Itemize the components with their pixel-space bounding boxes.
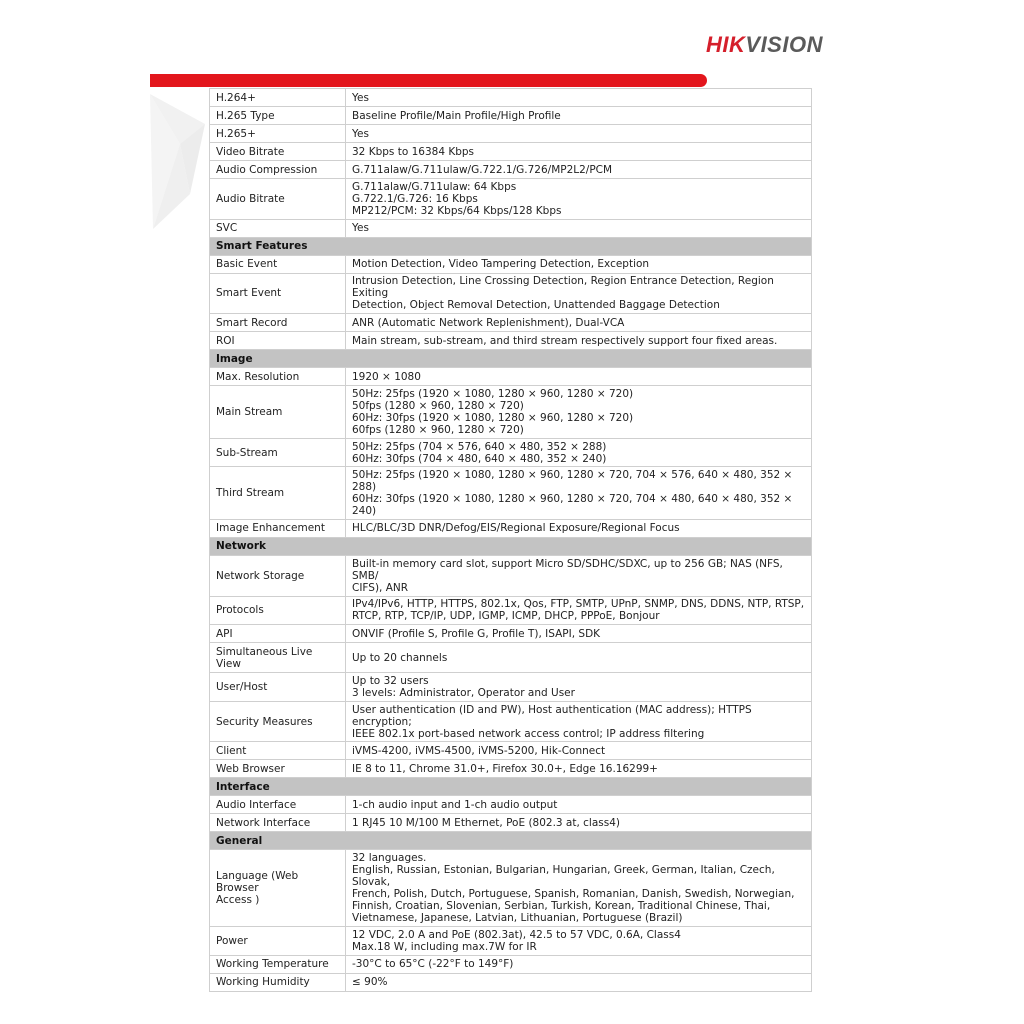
spec-label: Protocols: [210, 596, 346, 625]
spec-label: Basic Event: [210, 255, 346, 273]
spec-row: [210, 332, 812, 350]
spec-row: [210, 255, 812, 273]
spec-row: [210, 596, 812, 625]
spec-row: [210, 796, 812, 814]
spec-label: Network Interface: [210, 814, 346, 832]
spec-value: G.711alaw/G.711ulaw: 64 Kbps G.722.1/G.726: 16 Kbps MP212/PCM: 32 Kbps/64 Kbps/128 Kbps: [346, 179, 812, 220]
spec-value: IPv4/IPv6, HTTP, HTTPS, 802.1x, Qos, FTP, SMTP, UPnP, SNMP, DNS, DDNS, NTP, RTSP, RTCP, RTP, TCP/IP, UDP, IGMP, ICMP, DHCP, PPPoE, Bonjour: [346, 596, 812, 625]
spec-label: Web Browser: [210, 760, 346, 778]
spec-value: 50Hz: 25fps (1920 × 1080, 1280 × 960, 1280 × 720) 50fps (1280 × 960, 1280 × 720) 60Hz: 30fps (1920 × 1080, 1280 × 960, 1280 × 720) 60fps (1280 × 960, 1280 × 720): [346, 386, 812, 439]
spec-label: Image Enhancement: [210, 519, 346, 537]
spec-value: -30°C to 65°C (-22°F to 149°F): [346, 955, 812, 973]
section-title: Network: [210, 537, 812, 555]
spec-value: IE 8 to 11, Chrome 31.0+, Firefox 30.0+, Edge 16.16299+: [346, 760, 812, 778]
spec-value: Baseline Profile/Main Profile/High Profile: [346, 107, 812, 125]
specification-table: [209, 88, 812, 992]
spec-row: [210, 179, 812, 220]
spec-value: Up to 20 channels: [346, 643, 812, 673]
hikvision-logo: [706, 32, 846, 62]
spec-label: Max. Resolution: [210, 368, 346, 386]
spec-row: [210, 107, 812, 125]
spec-label: Smart Event: [210, 273, 346, 314]
section-header-row: [210, 237, 812, 255]
logo-red-part: HIK: [706, 32, 746, 57]
spec-label: Sub-Stream: [210, 438, 346, 467]
spec-label: Working Temperature: [210, 955, 346, 973]
spec-label: Power: [210, 926, 346, 955]
spec-value: Yes: [346, 89, 812, 107]
header-accent-bar: [150, 74, 707, 87]
spec-label: ROI: [210, 332, 346, 350]
spec-value: 32 Kbps to 16384 Kbps: [346, 143, 812, 161]
spec-row: [210, 219, 812, 237]
section-title: General: [210, 832, 812, 850]
section-header-row: [210, 537, 812, 555]
spec-value: Intrusion Detection, Line Crossing Detection, Region Entrance Detection, Region Exiting Detection, Object Removal Detection, Unattended Baggage Detection: [346, 273, 812, 314]
spec-row: [210, 926, 812, 955]
spec-row: [210, 955, 812, 973]
spec-value: ≤ 90%: [346, 973, 812, 991]
spec-value: Motion Detection, Video Tampering Detection, Exception: [346, 255, 812, 273]
spec-value: 1920 × 1080: [346, 368, 812, 386]
section-header-row: [210, 350, 812, 368]
spec-value: Built-in memory card slot, support Micro SD/SDHC/SDXC, up to 256 GB; NAS (NFS, SMB/ CIFS), ANR: [346, 555, 812, 596]
spec-value: 32 languages. English, Russian, Estonian, Bulgarian, Hungarian, Greek, German, Italian, Czech, Slovak, French, Polish, Dutch, Portuguese, Spanish, Romanian, Danish, Swedish, Norwegian, Finnish, Croatian, Slovenian, Serbian, Turkish, Korean, Traditional Chinese, Thai, Vietnamese, Japanese, Latvian, Lithuanian, Portuguese (Brazil): [346, 850, 812, 927]
spec-label: API: [210, 625, 346, 643]
spec-value: Yes: [346, 125, 812, 143]
spec-label: Smart Record: [210, 314, 346, 332]
spec-label: Simultaneous Live View: [210, 643, 346, 673]
spec-row: [210, 625, 812, 643]
spec-value: Main stream, sub-stream, and third stream respectively support four fixed areas.: [346, 332, 812, 350]
section-title: Image: [210, 350, 812, 368]
spec-label: Network Storage: [210, 555, 346, 596]
spec-value: ANR (Automatic Network Replenishment), Dual-VCA: [346, 314, 812, 332]
spec-label: Audio Compression: [210, 161, 346, 179]
spec-label: Security Measures: [210, 701, 346, 742]
spec-row: [210, 742, 812, 760]
spec-label: Client: [210, 742, 346, 760]
spec-value: 1 RJ45 10 M/100 M Ethernet, PoE (802.3 at, class4): [346, 814, 812, 832]
spec-row: [210, 673, 812, 702]
spec-row: [210, 314, 812, 332]
section-title: Interface: [210, 778, 812, 796]
spec-row: [210, 467, 812, 520]
spec-label: SVC: [210, 219, 346, 237]
section-title: Smart Features: [210, 237, 812, 255]
spec-row: [210, 973, 812, 991]
spec-value: User authentication (ID and PW), Host authentication (MAC address); HTTPS encryption; IEEE 802.1x port-based network access control; IP address filtering: [346, 701, 812, 742]
spec-label: H.265+: [210, 125, 346, 143]
section-header-row: [210, 778, 812, 796]
spec-row: [210, 386, 812, 439]
spec-label: Main Stream: [210, 386, 346, 439]
spec-row: [210, 850, 812, 927]
spec-row: [210, 161, 812, 179]
spec-value: ONVIF (Profile S, Profile G, Profile T), ISAPI, SDK: [346, 625, 812, 643]
spec-row: [210, 519, 812, 537]
spec-row: [210, 273, 812, 314]
spec-label: H.265 Type: [210, 107, 346, 125]
logo-dark-part: VISION: [745, 32, 823, 57]
spec-value: G.711alaw/G.711ulaw/G.722.1/G.726/MP2L2/PCM: [346, 161, 812, 179]
spec-row: [210, 643, 812, 673]
spec-label: Video Bitrate: [210, 143, 346, 161]
spec-value: Up to 32 users 3 levels: Administrator, Operator and User: [346, 673, 812, 702]
spec-value: 50Hz: 25fps (1920 × 1080, 1280 × 960, 1280 × 720, 704 × 576, 640 × 480, 352 × 288) 60Hz: 30fps (1920 × 1080, 1280 × 960, 1280 × 720, 704 × 480, 640 × 480, 352 × 240): [346, 467, 812, 520]
spec-value: 12 VDC, 2.0 A and PoE (802.3at), 42.5 to 57 VDC, 0.6A, Class4 Max.18 W, including max.7W for IR: [346, 926, 812, 955]
spec-label: Third Stream: [210, 467, 346, 520]
spec-row: [210, 89, 812, 107]
spec-row: [210, 125, 812, 143]
spec-row: [210, 143, 812, 161]
spec-value: 50Hz: 25fps (704 × 576, 640 × 480, 352 × 288) 60Hz: 30fps (704 × 480, 640 × 480, 352 × 240): [346, 438, 812, 467]
spec-value: iVMS-4200, iVMS-4500, iVMS-5200, Hik-Connect: [346, 742, 812, 760]
spec-row: [210, 701, 812, 742]
spec-label: Language (Web Browser Access ): [210, 850, 346, 927]
spec-value: 1-ch audio input and 1-ch audio output: [346, 796, 812, 814]
spec-label: H.264+: [210, 89, 346, 107]
section-header-row: [210, 832, 812, 850]
spec-value: HLC/BLC/3D DNR/Defog/EIS/Regional Exposure/Regional Focus: [346, 519, 812, 537]
spec-label: Working Humidity: [210, 973, 346, 991]
spec-row: [210, 438, 812, 467]
spec-label: User/Host: [210, 673, 346, 702]
spec-label: Audio Bitrate: [210, 179, 346, 220]
watermark-graphic: [145, 84, 215, 234]
spec-row: [210, 368, 812, 386]
spec-row: [210, 760, 812, 778]
spec-label: Audio Interface: [210, 796, 346, 814]
spec-value: Yes: [346, 219, 812, 237]
spec-row: [210, 555, 812, 596]
spec-row: [210, 814, 812, 832]
